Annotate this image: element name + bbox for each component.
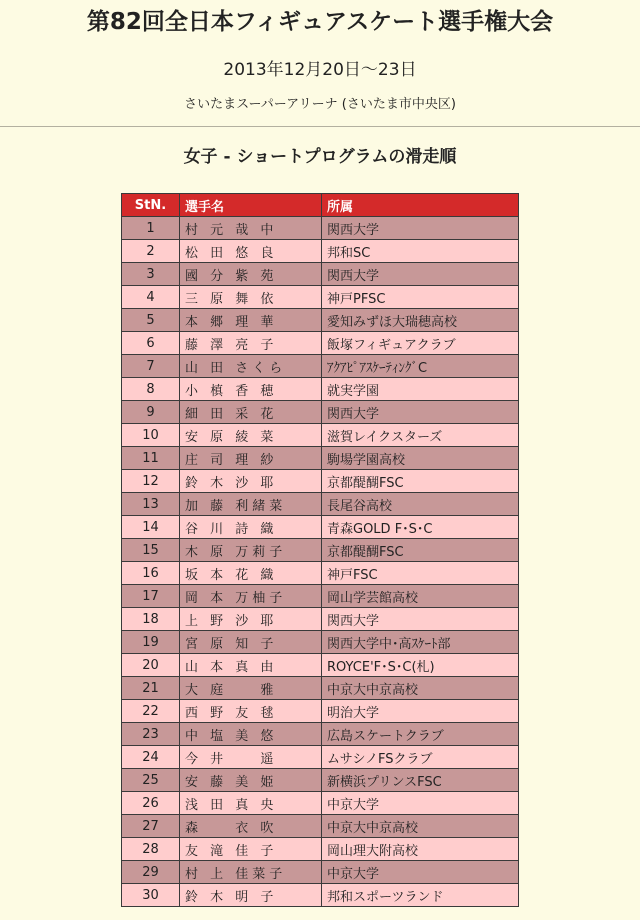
table-row (122, 815, 519, 838)
skater-club: 青森GOLD F･S･C (322, 516, 519, 539)
skater-name: 加 藤 利緒菜 (180, 493, 322, 516)
skater-club: 中京大中京高校 (322, 815, 519, 838)
skater-start-number: 16 (122, 562, 180, 585)
skater-name: 小 槙 香 穂 (180, 378, 322, 401)
skater-club: 関西大学 (322, 608, 519, 631)
skater-start-number: 21 (122, 677, 180, 700)
skater-name: 宮 原 知 子 (180, 631, 322, 654)
skater-start-number: 28 (122, 838, 180, 861)
table-row (122, 263, 519, 286)
skater-start-number: 3 (122, 263, 180, 286)
skater-name: 安 藤 美 姫 (180, 769, 322, 792)
skater-name: 今 井 遥 (180, 746, 322, 769)
skater-start-number: 19 (122, 631, 180, 654)
skater-name: 坂 本 花 織 (180, 562, 322, 585)
skater-club: 愛知みずほ大瑞穂高校 (322, 309, 519, 332)
starting-order-table (121, 193, 519, 907)
table-row (122, 378, 519, 401)
skater-club: 神戸PFSC (322, 286, 519, 309)
skater-club: 中京大中京高校 (322, 677, 519, 700)
table-row (122, 470, 519, 493)
table-row (122, 608, 519, 631)
skater-club: 京都醍醐FSC (322, 470, 519, 493)
skater-start-number: 9 (122, 401, 180, 424)
skater-name: 森 衣 吹 (180, 815, 322, 838)
skater-start-number: 12 (122, 470, 180, 493)
skater-club: 関西大学 (322, 401, 519, 424)
skater-start-number: 14 (122, 516, 180, 539)
skater-name: 庄 司 理 紗 (180, 447, 322, 470)
skater-name: 山 田 さくら (180, 355, 322, 378)
skater-club: 神戸FSC (322, 562, 519, 585)
skater-start-number: 24 (122, 746, 180, 769)
skater-club: 駒場学園高校 (322, 447, 519, 470)
table-row (122, 838, 519, 861)
skater-start-number: 1 (122, 217, 180, 240)
skater-name: 鈴 木 沙 耶 (180, 470, 322, 493)
skater-club: 関西大学 (322, 217, 519, 240)
skater-start-number: 10 (122, 424, 180, 447)
skater-name: 安 原 綾 菜 (180, 424, 322, 447)
column-header-club: 所属 (322, 194, 519, 217)
skater-start-number: 27 (122, 815, 180, 838)
skater-club: 京都醍醐FSC (322, 539, 519, 562)
column-header-name: 選手名 (180, 194, 322, 217)
table-row (122, 677, 519, 700)
skater-club: 中京大学 (322, 861, 519, 884)
table-row (122, 861, 519, 884)
skater-name: 細 田 采 花 (180, 401, 322, 424)
skater-start-number: 8 (122, 378, 180, 401)
skater-name: 友 滝 佳 子 (180, 838, 322, 861)
skater-club: 広島スケートクラブ (322, 723, 519, 746)
table-row (122, 585, 519, 608)
table-row (122, 700, 519, 723)
table-row (122, 447, 519, 470)
event-dates: 2013年12月20日～23日 (223, 60, 417, 80)
table-row (122, 286, 519, 309)
skater-start-number: 17 (122, 585, 180, 608)
skater-name: 大 庭 雅 (180, 677, 322, 700)
skater-name: 藤 澤 亮 子 (180, 332, 322, 355)
skater-start-number: 18 (122, 608, 180, 631)
skater-club: 就実学園 (322, 378, 519, 401)
skater-start-number: 29 (122, 861, 180, 884)
skater-club: 邦和スポーツランド (322, 884, 519, 907)
skater-club: 長尾谷高校 (322, 493, 519, 516)
skater-club: 新横浜プリンスFSC (322, 769, 519, 792)
skater-name: 村 上 佳菜子 (180, 861, 322, 884)
skater-club: 中京大学 (322, 792, 519, 815)
table-body (122, 217, 519, 907)
skater-name: 鈴 木 明 子 (180, 884, 322, 907)
skater-start-number: 25 (122, 769, 180, 792)
table-row (122, 769, 519, 792)
table-row (122, 562, 519, 585)
skater-club: 関西大学中･高ｽｹｰﾄ部 (322, 631, 519, 654)
skater-club: 岡山理大附高校 (322, 838, 519, 861)
skater-name: 上 野 沙 耶 (180, 608, 322, 631)
table-row (122, 355, 519, 378)
skater-name: 村 元 哉 中 (180, 217, 322, 240)
skater-start-number: 26 (122, 792, 180, 815)
table-row (122, 240, 519, 263)
table-row (122, 309, 519, 332)
event-venue: さいたまスーパーアリーナ (さいたま市中央区) (184, 97, 456, 112)
skater-club: 飯塚フィギュアクラブ (322, 332, 519, 355)
table-row (122, 723, 519, 746)
skater-name: 中 塩 美 悠 (180, 723, 322, 746)
skater-start-number: 15 (122, 539, 180, 562)
skater-club: 関西大学 (322, 263, 519, 286)
skater-start-number: 22 (122, 700, 180, 723)
table-row (122, 539, 519, 562)
table-row (122, 792, 519, 815)
skater-club: 岡山学芸館高校 (322, 585, 519, 608)
skater-club: 明治大学 (322, 700, 519, 723)
skater-name: 木 原 万莉子 (180, 539, 322, 562)
skater-club: ムサシノFSクラブ (322, 746, 519, 769)
skater-club: 滋賀レイクスターズ (322, 424, 519, 447)
table-row (122, 424, 519, 447)
table-row (122, 631, 519, 654)
table-row (122, 401, 519, 424)
page-title: 第82回全日本フィギュアスケート選手権大会 (86, 9, 554, 35)
table-row (122, 654, 519, 677)
table-header-row (122, 194, 519, 217)
skater-name: 岡 本 万柚子 (180, 585, 322, 608)
column-header-start-number: StN. (122, 194, 180, 217)
skater-start-number: 20 (122, 654, 180, 677)
skater-start-number: 6 (122, 332, 180, 355)
skater-name: 本 郷 理 華 (180, 309, 322, 332)
skater-start-number: 5 (122, 309, 180, 332)
table-row (122, 516, 519, 539)
skater-club: 邦和SC (322, 240, 519, 263)
skater-name: 山 本 真 由 (180, 654, 322, 677)
skater-name: 浅 田 真 央 (180, 792, 322, 815)
table-row (122, 332, 519, 355)
skater-start-number: 23 (122, 723, 180, 746)
table-row (122, 884, 519, 907)
skater-name: 松 田 悠 良 (180, 240, 322, 263)
skater-start-number: 11 (122, 447, 180, 470)
skater-name: 國 分 紫 苑 (180, 263, 322, 286)
table-row (122, 493, 519, 516)
section-title: 女子 - ショートプログラムの滑走順 (183, 147, 457, 167)
skater-start-number: 2 (122, 240, 180, 263)
skater-start-number: 4 (122, 286, 180, 309)
skater-name: 谷 川 詩 織 (180, 516, 322, 539)
skater-club: ｱｸｱﾋﾟｱｽｹｰﾃｨﾝｸﾞC (322, 355, 519, 378)
table-row (122, 217, 519, 240)
skater-name: 西 野 友 毬 (180, 700, 322, 723)
table-row (122, 746, 519, 769)
skater-start-number: 30 (122, 884, 180, 907)
skater-start-number: 7 (122, 355, 180, 378)
skater-club: ROYCE'F･S･C(札) (322, 654, 519, 677)
skater-start-number: 13 (122, 493, 180, 516)
skater-name: 三 原 舞 依 (180, 286, 322, 309)
